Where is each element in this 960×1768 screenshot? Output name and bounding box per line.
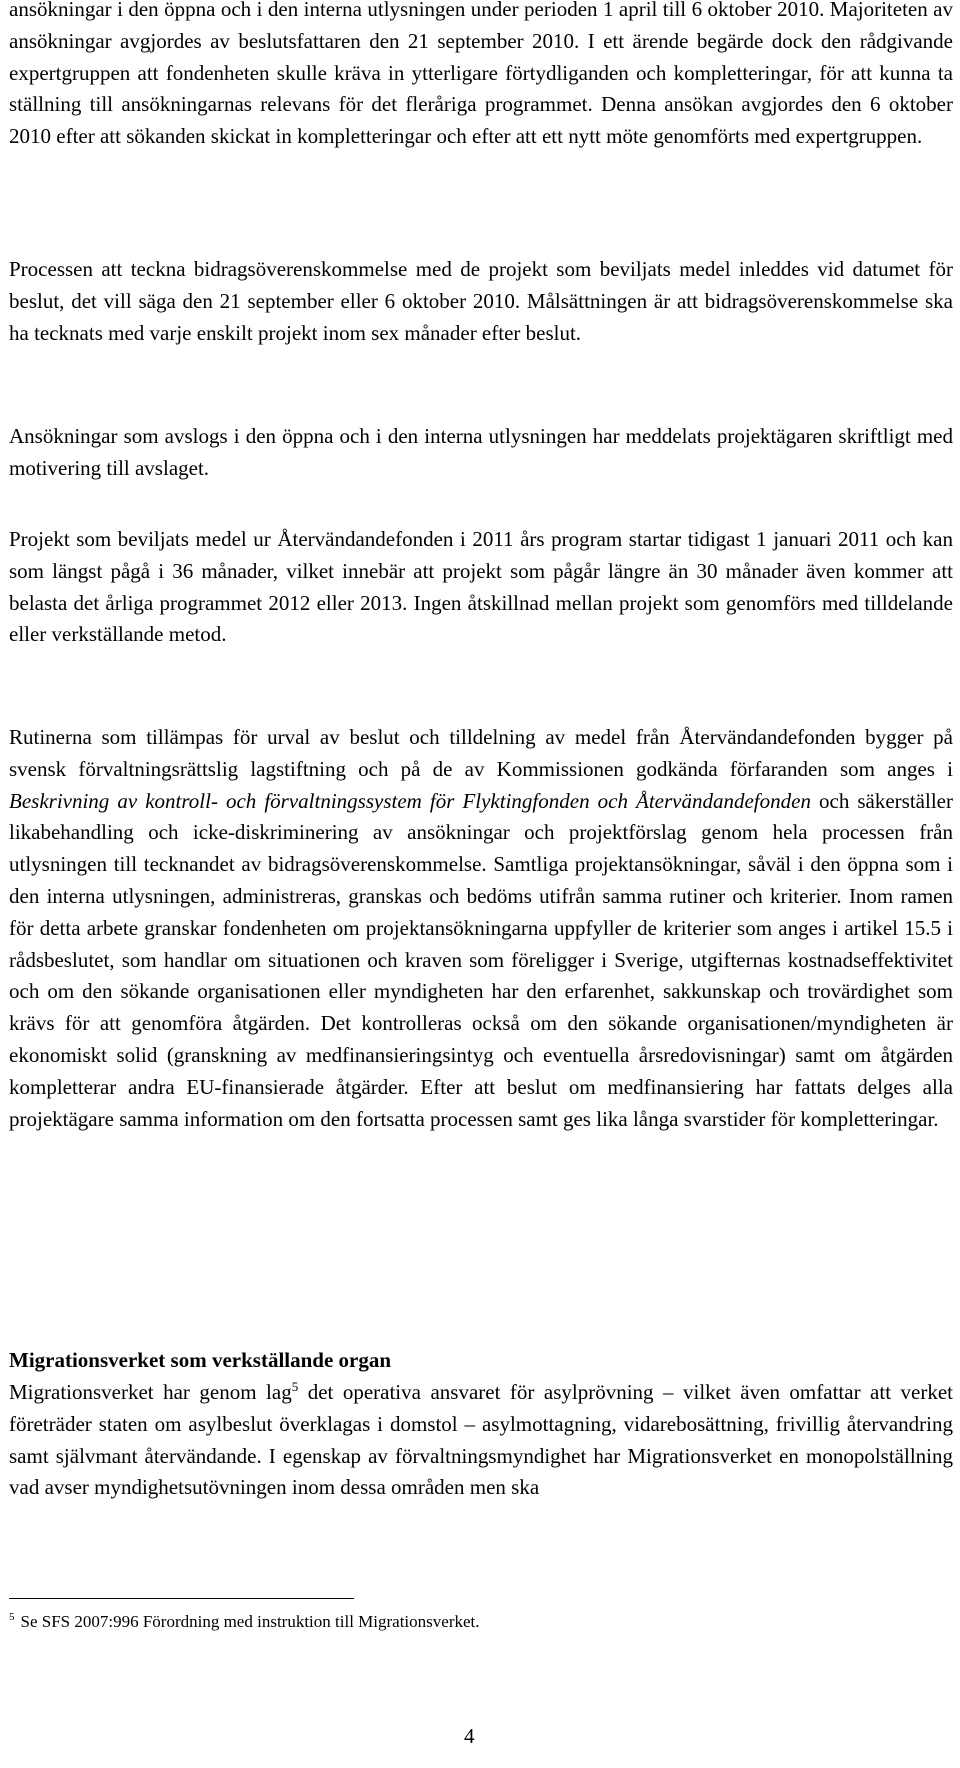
paragraph-grant-agreement: [9, 254, 953, 349]
paragraph-text: ansökningar i den öppna och i den interna utlysningen under perioden 1 april till 6 oktober 2010. Majoriteten av ansökningar avgjordes av beslutsfattaren den 21 september 2010. I ett ärende begärde dock den rådgivande expertgruppen att fondenheten skulle kräva in ytterligare förtydliganden och kompletteringar, för att kunna ta ställning till ansökningarnas relevans för det fleråriga programmet. Denna ansökan avgjordes den 6 oktober 2010 efter att sökanden skickat in kompletteringar och efter att ett nytt möte genomförts med expertgruppen.: [9, 0, 953, 149]
paragraph-project-duration: [9, 524, 953, 651]
paragraph-application-period: [9, 0, 953, 153]
document-title-reference: Beskrivning av kontroll- och förvaltningssystem för Flyktingfonden och Återvändandefonden: [9, 788, 811, 813]
document-page: [9, 0, 953, 1768]
footnote-text: Se SFS 2007:996 Förordning med instruktion till Migrationsverket.: [20, 1612, 480, 1631]
page-number: 4: [464, 1724, 475, 1748]
footnote-reference: 5: [291, 1379, 299, 1394]
paragraph-migrationsverket: [9, 1377, 953, 1504]
footnote-separator: [9, 1598, 354, 1599]
paragraph-selection-routines: [9, 722, 953, 1135]
section-heading: Migrationsverket som verkställande organ: [9, 1348, 392, 1372]
footnote-number: 5: [9, 1611, 15, 1624]
paragraph-text-end: och säkerställer likabehandling och icke-diskriminering av ansökningar och projektförslag genom hela processen från utlysningen till tecknandet av bidragsöverenskommelse. Samtliga projektansökningar, såväl i den öppna som i den interna utlysningen, administreras, granskas och bedöms utifrån samma rutiner och kriterier. Inom ramen för detta arbete granskar fondenheten om projektansökningarna uppfyller de kriterier som anges i artikel 15.5 i rådsbeslutet, som handlar om situationen och kraven som föreligger i Sverige, utgifternas kostnadseffektivitet och om den sökande organisationen eller myndigheten har den erfarenhet, sakkunskap och trovärdighet som krävs för att genomföra åtgärden. Det kontrolleras också om den sökande organisationen/myndigheten är ekonomiskt solid (granskning av medfinansieringsintyg och eventuella årsredovisningar) samt om åtgärden kompletterar andra EU-finansierade åtgärder. Efter att beslut om medfinansiering har fattats delges alla projektägare samma information om den fortsatta processen samt ges lika långa svarstider för kompletteringar.: [9, 788, 953, 1131]
paragraph-text: Projekt som beviljats medel ur Återvändandefonden i 2011 års program startar tidigast 1 januari 2011 och kan som längst pågå i 36 månader, vilket innebär att projekt som pågår längre än 30 månader även kommer att belasta det årliga programmet 2012 eller 2013. Ingen åtskillnad mellan projekt som genomförs med tilldelande eller verkställande metod.: [9, 527, 953, 647]
paragraph-text: Ansökningar som avslogs i den öppna och i den interna utlysningen har meddelats projektägaren skriftligt med motivering till avslaget.: [9, 424, 953, 480]
footnote: [9, 1610, 480, 1634]
paragraph-text: Processen att teckna bidragsöverenskommelse med de projekt som beviljats medel inleddes vid datumet för beslut, det vill säga den 21 september eller 6 oktober 2010. Målsättningen är att bidragsöverenskommelse ska ha tecknats med varje enskilt projekt inom sex månader efter beslut.: [9, 257, 953, 345]
paragraph-text-start: Rutinerna som tillämpas för urval av beslut och tilldelning av medel från Återvändandefonden bygger på svensk förvaltningsrättslig lagstiftning och på de av Kommissionen godkända förfaranden som anges i: [9, 725, 953, 781]
paragraph-text-start: Migrationsverket har genom lag: [9, 1380, 292, 1404]
paragraph-text-end: det operativa ansvaret för asylprövning – vilket även omfattar att verket företräder staten om asylbeslut överklagas i domstol – asylmottagning, vidarebosättning, frivillig återvandring samt självmant återvändande. I egenskap av förvaltningsmyndighet har Migrationsverket en monopolställning vad avser myndighetsutövningen inom dessa områden men ska: [9, 1380, 953, 1500]
paragraph-rejected-applications: [9, 421, 953, 485]
